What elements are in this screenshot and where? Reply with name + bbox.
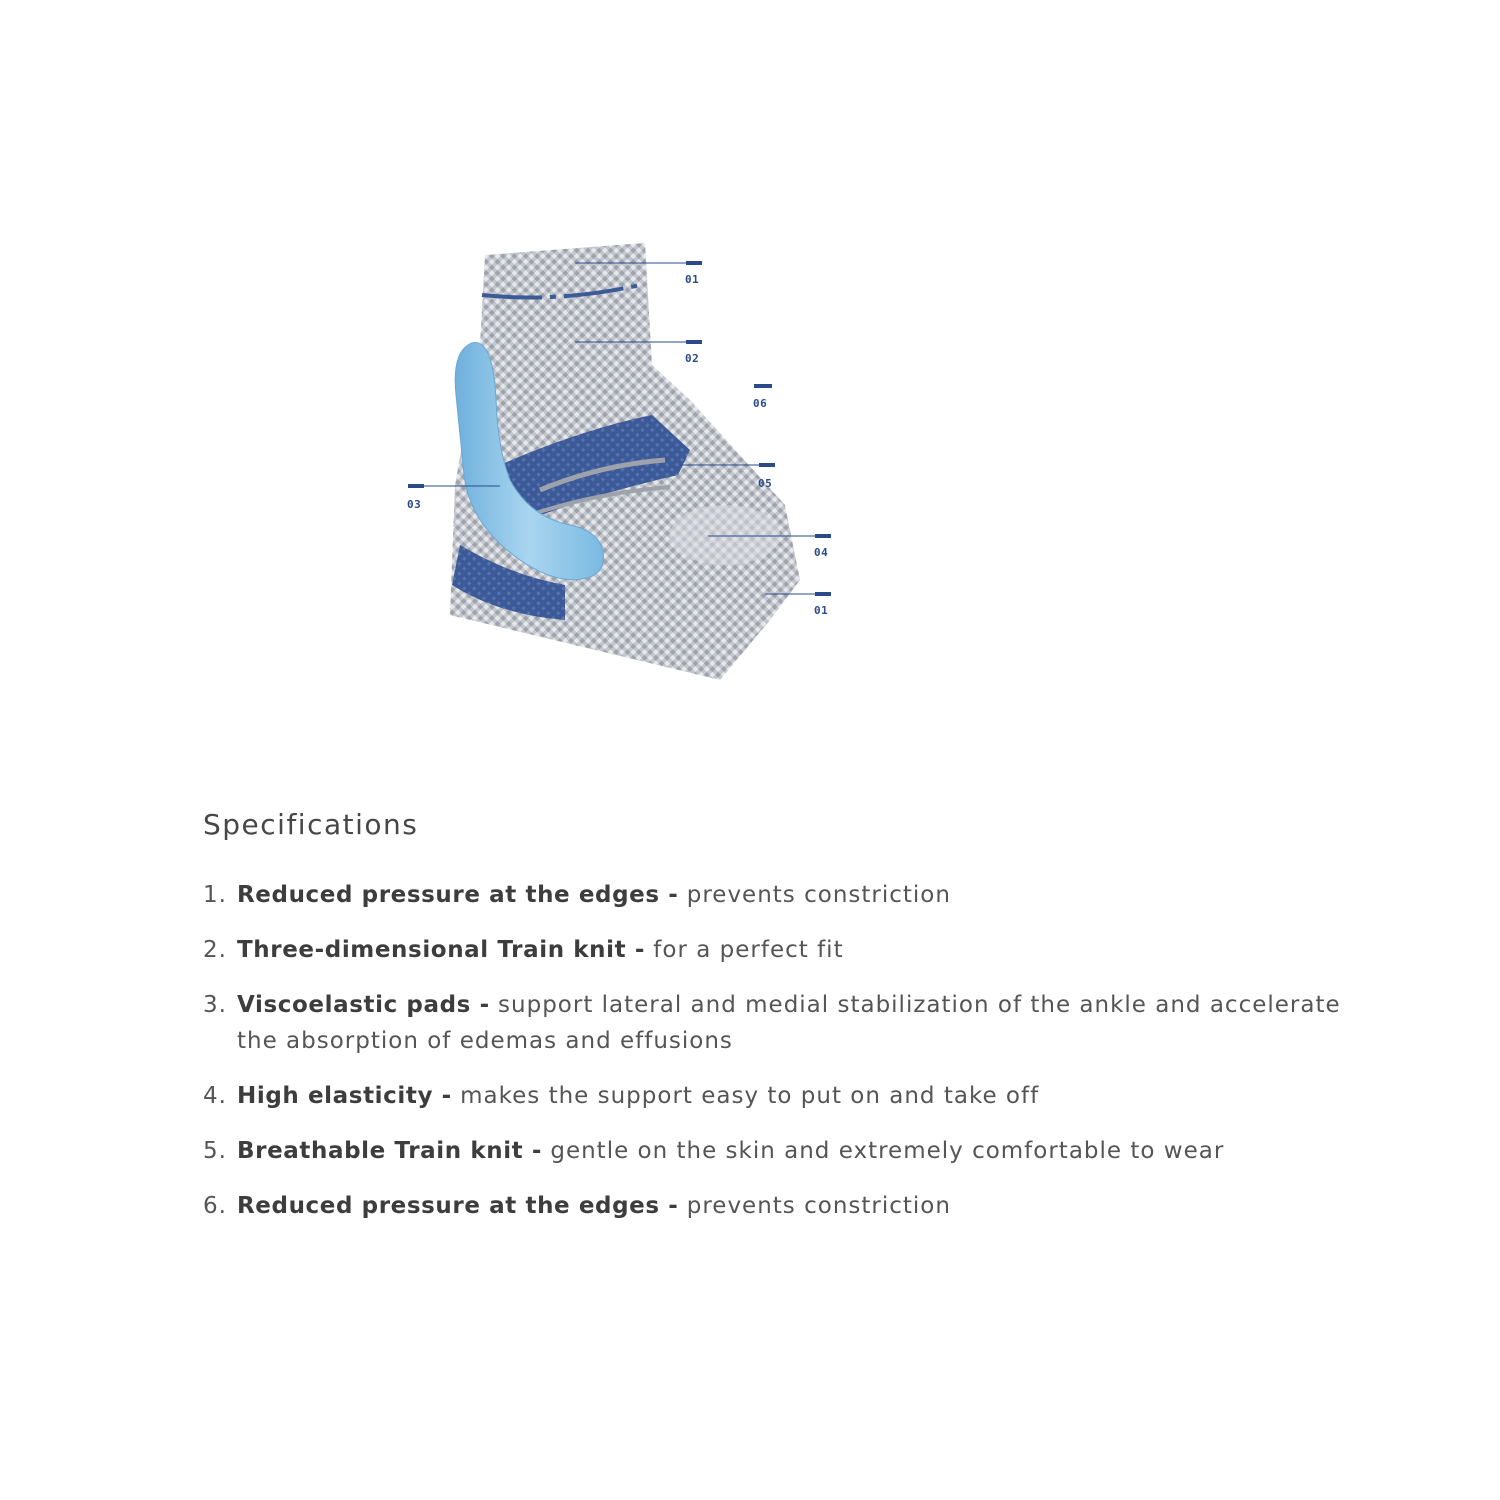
callout-label-05: 05 — [758, 477, 773, 490]
spec-feature: Three-dimensional Train knit - — [237, 937, 645, 963]
spec-text — [237, 877, 1387, 913]
spec-description: gentle on the skin and extremely comfortable to wear — [542, 1138, 1225, 1164]
specifications-title: Specifications — [203, 808, 419, 841]
spec-number: 1. — [203, 882, 227, 908]
callout-label-01-top: 01 — [685, 273, 700, 286]
spec-text — [237, 932, 1387, 968]
spec-item — [203, 987, 1403, 1059]
spec-text — [237, 1078, 1387, 1114]
spec-feature: Reduced pressure at the edges - — [237, 1193, 679, 1219]
spec-number: 5. — [203, 1138, 227, 1164]
spec-feature: Reduced pressure at the edges - — [237, 882, 679, 908]
spec-item — [203, 1188, 1403, 1224]
spec-text — [237, 1133, 1387, 1169]
product-figure — [390, 225, 860, 695]
spec-text — [237, 1188, 1387, 1224]
spec-item — [203, 1078, 1403, 1114]
specifications-list — [203, 877, 1403, 1224]
callout-label-02: 02 — [685, 352, 700, 365]
callout-label-06: 06 — [753, 397, 768, 410]
spec-number: 6. — [203, 1193, 227, 1219]
specifications-section — [203, 808, 1403, 1243]
spec-description: prevents constriction — [678, 1193, 951, 1219]
callout-label-01-bottom: 01 — [814, 604, 829, 617]
spec-feature: Viscoelastic pads - — [237, 992, 490, 1018]
spec-description: prevents constriction — [678, 882, 951, 908]
spec-description: makes the support easy to put on and take off — [451, 1083, 1040, 1109]
spec-feature: High elasticity - — [237, 1083, 452, 1109]
spec-item — [203, 932, 1403, 968]
spec-description: for a perfect fit — [645, 937, 844, 963]
spec-description: support lateral and medial stabilization of the ankle and accelerate the absorption of edemas and effusions — [237, 992, 1341, 1054]
ankle-support-illustration — [390, 225, 860, 695]
spec-item — [203, 877, 1403, 913]
spec-item — [203, 1133, 1403, 1169]
spec-feature: Breathable Train knit - — [237, 1138, 543, 1164]
spec-number: 2. — [203, 937, 227, 963]
callout-label-03: 03 — [407, 498, 422, 511]
spec-number: 4. — [203, 1083, 227, 1109]
spec-text — [237, 987, 1387, 1059]
callout-label-04: 04 — [814, 546, 829, 559]
spec-number: 3. — [203, 992, 227, 1018]
